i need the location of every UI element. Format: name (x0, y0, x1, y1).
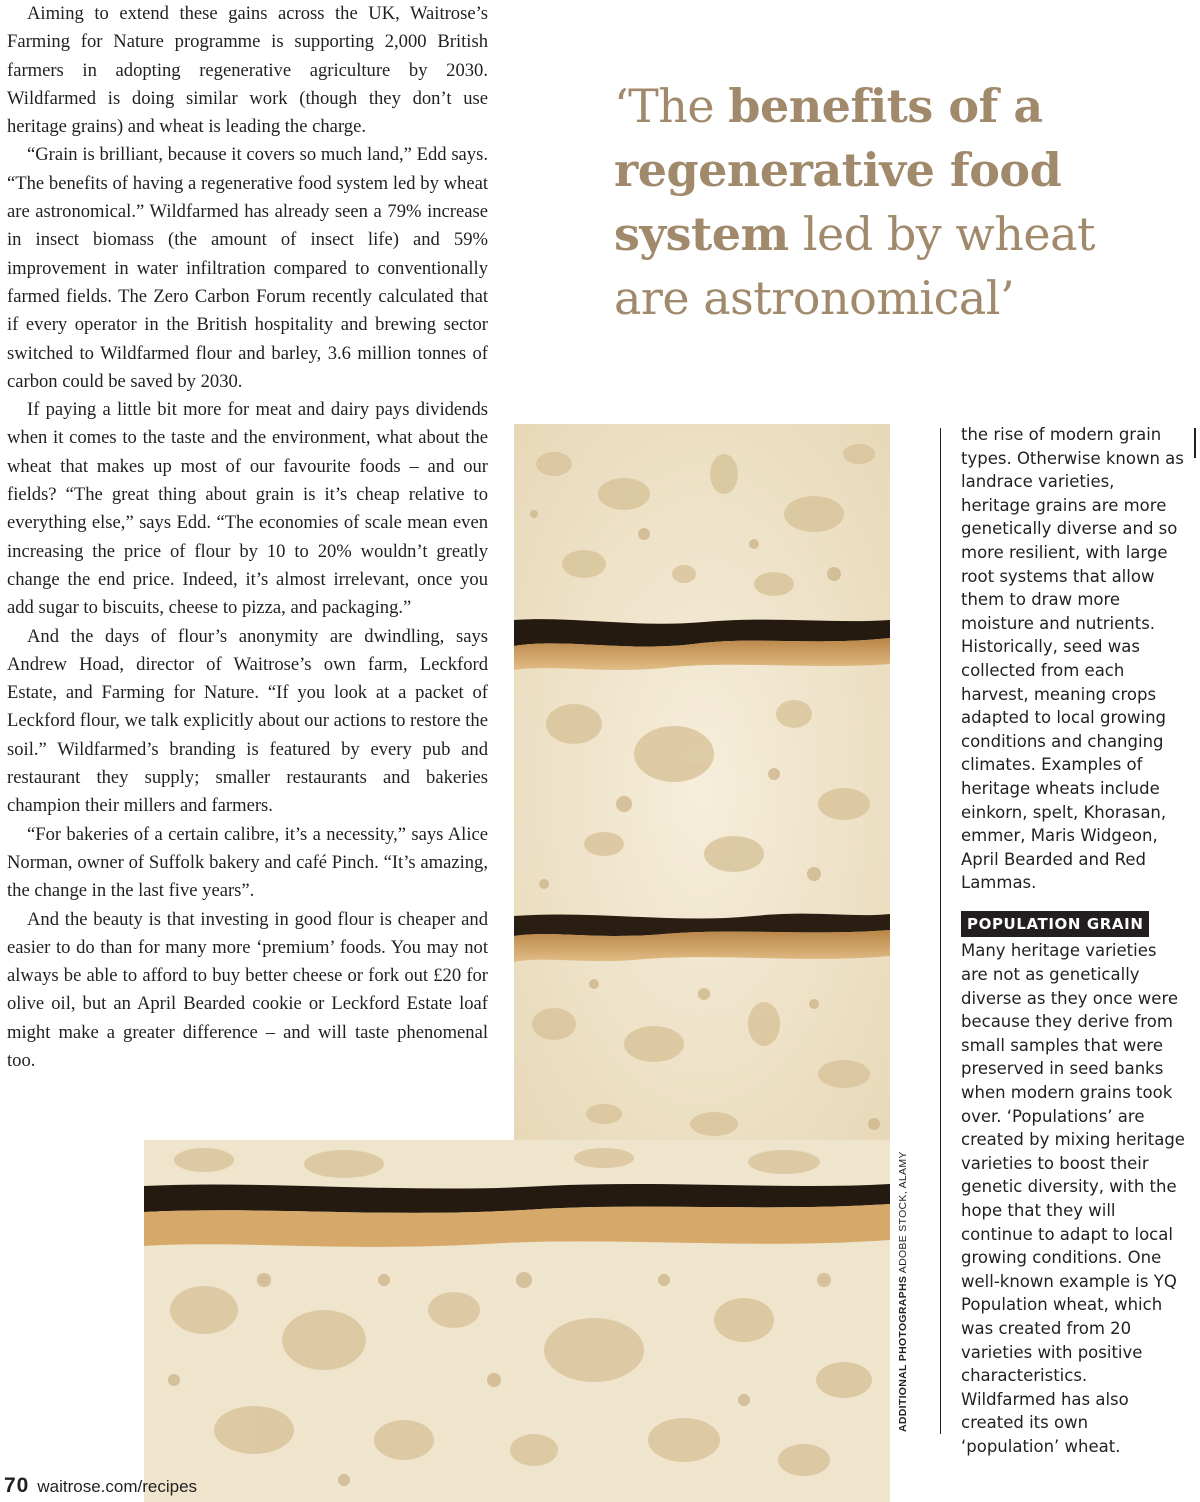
pull-quote (614, 74, 1174, 330)
pull-quote-bold: benefits of a regenerative food system (614, 79, 1062, 261)
bread-illustration-top (514, 424, 890, 1148)
pull-quote-open: ‘The (614, 79, 729, 133)
article-paragraph: Aiming to extend these gains across the UK, Waitrose’s Farming for Nature programme is supporting 2,000 British farmers in adopting regenerative agriculture by 2030. Wildfarmed is doing similar work (though they don’t use heritage grains) and wheat is leading the charge. (7, 3, 488, 138)
sidebar-intro: the rise of modern grain types. Otherwise known as landrace varieties, heritage grains are more genetically diverse and so more resilient, with large root systems that allow them to draw more moisture and nutrients. Historically, seed was collected from each harvest, meaning crops adapted to local growing conditions and changing climates. Examples of heritage wheats include einkorn, spelt, Khorasan, emmer, Maris Widgeon, April Bearded and Red Lammas. (961, 425, 1184, 893)
pull-quote-rest: led by wheat are astronomical’ (614, 207, 1096, 325)
photo-credit (897, 1151, 909, 1432)
footer-url[interactable]: waitrose.com/recipes (37, 1477, 198, 1496)
sidebar-divider (940, 428, 941, 1434)
photo-credit-label: ADDITIONAL PHOTOGRAPHS (897, 1275, 909, 1432)
article-paragraph: “Grain is brilliant, because it covers so much land,” Edd says. “The benefits of having a regenerative food system led by wheat are astronomical.” Wildfarmed has already seen a 79% increase in insect biomass (the amount of insect life) and 59% improvement in water infiltration compared to conventionally farmed fields. The Zero Carbon Forum recently calculated that if every operator in the British hospitality and brewing sector switched to Wildfarmed flour and barley, 3.6 million tonnes of carbon could be saved by 2030. (7, 144, 488, 392)
sidebar-body: Many heritage varieties are not as genetically diverse as they once were because they derive from small samples that were preserved in seed banks when modern grains took over. ‘Populations’ are created by mixing heritage varieties to boost their genetic diversity, with the hope that they will continue to adapt to local growing conditions. One well-known example is YQ Population wheat, which was created from 20 varieties with positive characteristics. Wildfarmed has also created its own ‘population’ wheat. (961, 941, 1185, 1456)
bread-illustration-bottom (144, 1140, 890, 1502)
article-paragraph: “For bakeries of a certain calibre, it’s a necessity,” says Alice Norman, owner of Suffolk bakery and café Pinch. “It’s amazing, the change in the last five years”. (7, 823, 488, 902)
sidebar-box (961, 423, 1186, 1459)
bread-photo-bottom (144, 1140, 890, 1502)
page-number: 70 (4, 1474, 30, 1497)
right-edge-rule (1194, 428, 1196, 458)
article-paragraph: And the days of flour’s anonymity are dwindling, says Andrew Hoad, director of Waitrose’s own farm, Leckford Estate, and Farming for Nature. “If you look at a packet of Leckford flour, we talk explicitly about our actions to restore the soil.” Wildfarmed’s branding is featured by every pub and restaurant they supply; smaller restaurants and bakeries champion their millers and farmers. (7, 625, 488, 817)
sidebar-heading: POPULATION GRAIN (961, 911, 1149, 938)
bread-photo-top (514, 424, 890, 1148)
photo-credit-sources: ADOBE STOCK, ALAMY (897, 1151, 909, 1276)
article-paragraph: If paying a little bit more for meat and dairy pays dividends when it comes to the taste and the environment, what about the wheat that makes up most of our favourite foods – and our fields? “The great thing about grain is it’s cheap relative to everything else,” says Edd. “The economies of scale mean even increasing the price of flour by 10 to 20% wouldn’t greatly change the end price. Indeed, it’s almost irrelevant, once you add sugar to biscuits, cheese to pizza, and packaging.” (7, 399, 488, 619)
article-body (7, 0, 488, 1075)
page-footer (4, 1474, 197, 1498)
article-paragraph: And the beauty is that investing in good flour is cheaper and easier to do than for many more ‘premium’ foods. You may not always be able to afford to buy better cheese or fork out £20 for olive oil, but an April Bearded cookie or Leckford Estate loaf might make a greater difference – and will taste phenomenal too. (7, 908, 488, 1071)
